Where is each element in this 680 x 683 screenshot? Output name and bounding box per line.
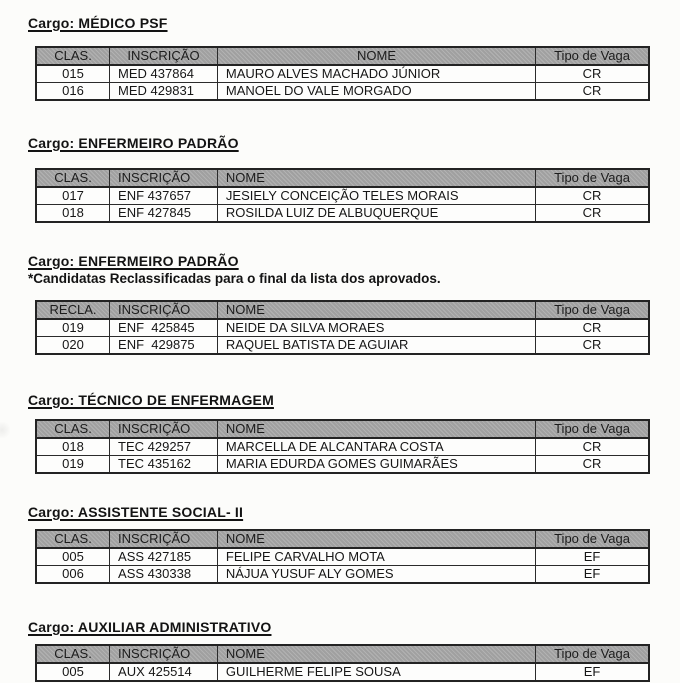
header-row <box>36 645 649 663</box>
table-row <box>36 205 649 223</box>
clas-cell: 005 <box>36 548 110 566</box>
clas-cell: 020 <box>36 337 110 355</box>
section-tecnico-enfermagem <box>0 392 680 474</box>
nome-cell: MARCELLA DE ALCANTARA COSTA <box>217 438 535 456</box>
column-header-vaga: Tipo de Vaga <box>536 530 649 548</box>
vaga-cell: CR <box>536 65 649 83</box>
vaga-cell: CR <box>536 319 649 337</box>
inscricao-cell: ASS 430338 <box>110 566 218 584</box>
column-header-vaga: Tipo de Vaga <box>536 169 649 187</box>
clas-cell: 005 <box>36 663 110 681</box>
nome-cell: GUILHERME FELIPE SOUSA <box>217 663 535 681</box>
table-row <box>36 187 649 205</box>
clas-cell: 018 <box>36 205 110 223</box>
section-title-enfermeiro-padrao: Cargo: ENFERMEIRO PADRÃO <box>28 135 239 151</box>
vaga-cell: CR <box>536 438 649 456</box>
nome-cell: JESIELY CONCEIÇÃO TELES MORAIS <box>217 187 535 205</box>
inscricao-cell: MED 429831 <box>110 83 218 101</box>
table-row <box>36 438 649 456</box>
table-row <box>36 456 649 474</box>
nome-cell: ROSILDA LUIZ DE ALBUQUERQUE <box>217 205 535 223</box>
nome-cell: MANOEL DO VALE MORGADO <box>217 83 535 101</box>
vaga-cell: CR <box>536 83 649 101</box>
column-header-vaga: Tipo de Vaga <box>536 47 649 65</box>
inscricao-cell: AUX 425514 <box>110 663 218 681</box>
table-row <box>36 548 649 566</box>
inscricao-cell: TEC 429257 <box>110 438 218 456</box>
section-title-tecnico-enfermagem: Cargo: TÉCNICO DE ENFERMAGEM <box>28 392 274 408</box>
column-header-inscricao: INSCRIÇÃO <box>110 47 218 65</box>
vaga-cell: EF <box>536 566 649 584</box>
vaga-cell: CR <box>536 456 649 474</box>
inscricao-cell: MED 437864 <box>110 65 218 83</box>
header-row <box>36 530 649 548</box>
header-row <box>36 301 649 319</box>
clas-cell: 017 <box>36 187 110 205</box>
clas-cell: 006 <box>36 566 110 584</box>
section-title-auxiliar-administrativo: Cargo: AUXILIAR ADMINISTRATIVO <box>28 619 272 635</box>
column-header-nome: NOME <box>217 169 535 187</box>
column-header-vaga: Tipo de Vaga <box>536 420 649 438</box>
vaga-cell: EF <box>536 548 649 566</box>
section-enfermeiro-padrao <box>0 135 680 223</box>
table-enfermeiro-padrao-reclassificadas <box>35 300 650 355</box>
table-row <box>36 663 649 681</box>
table-row <box>36 337 649 355</box>
inscricao-cell: ENF 437657 <box>110 187 218 205</box>
nome-cell: NÁJUA YUSUF ALY GOMES <box>217 566 535 584</box>
inscricao-cell: ENF 429875 <box>110 337 218 355</box>
column-header-clas: CLAS. <box>36 420 110 438</box>
nome-cell: FELIPE CARVALHO MOTA <box>217 548 535 566</box>
column-header-nome: NOME <box>217 301 535 319</box>
table-assistente-social <box>35 529 650 584</box>
section-title-enfermeiro-padrao-reclassificadas: Cargo: ENFERMEIRO PADRÃO <box>28 253 239 269</box>
header-row <box>36 169 649 187</box>
column-header-clas: CLAS. <box>36 645 110 663</box>
clas-cell: 015 <box>36 65 110 83</box>
header-row <box>36 47 649 65</box>
nome-cell: MARIA EDURDA GOMES GUIMARÃES <box>217 456 535 474</box>
column-header-clas: RECLA. <box>36 301 110 319</box>
table-row <box>36 566 649 584</box>
column-header-clas: CLAS. <box>36 47 110 65</box>
column-header-nome: NOME <box>217 530 535 548</box>
nome-cell: MAURO ALVES MACHADO JÚNIOR <box>217 65 535 83</box>
column-header-nome: NOME <box>217 645 535 663</box>
reclassification-note: *Candidatas Reclassificadas para o final da lista dos aprovados. <box>28 271 441 286</box>
section-title-assistente-social: Cargo: ASSISTENTE SOCIAL- II <box>28 504 244 520</box>
vaga-cell: CR <box>536 337 649 355</box>
header-row <box>36 420 649 438</box>
column-header-inscricao: INSCRIÇÃO <box>110 169 218 187</box>
column-header-inscricao: INSCRIÇÃO <box>110 301 218 319</box>
column-header-inscricao: INSCRIÇÃO <box>110 530 218 548</box>
clas-cell: 016 <box>36 83 110 101</box>
column-header-inscricao: INSCRIÇÃO <box>110 420 218 438</box>
column-header-vaga: Tipo de Vaga <box>536 645 649 663</box>
section-title-medico-psf: Cargo: MÉDICO PSF <box>28 15 168 31</box>
section-enfermeiro-padrao-reclassificadas <box>0 253 680 355</box>
nome-cell: RAQUEL BATISTA DE AGUIAR <box>217 337 535 355</box>
section-auxiliar-administrativo <box>0 619 680 682</box>
table-tecnico-enfermagem <box>35 419 650 474</box>
inscricao-cell: ENF 425845 <box>110 319 218 337</box>
column-header-vaga: Tipo de Vaga <box>536 301 649 319</box>
table-enfermeiro-padrao <box>35 168 650 223</box>
column-header-inscricao: INSCRIÇÃO <box>110 645 218 663</box>
column-header-nome: NOME <box>217 420 535 438</box>
table-row <box>36 65 649 83</box>
vaga-cell: CR <box>536 187 649 205</box>
vaga-cell: CR <box>536 205 649 223</box>
nome-cell: NEIDE DA SILVA MORAES <box>217 319 535 337</box>
clas-cell: 019 <box>36 456 110 474</box>
table-row <box>36 83 649 101</box>
inscricao-cell: ENF 427845 <box>110 205 218 223</box>
table-medico-psf <box>35 46 650 101</box>
clas-cell: 018 <box>36 438 110 456</box>
section-medico-psf <box>0 15 680 101</box>
vaga-cell: EF <box>536 663 649 681</box>
table-row <box>36 319 649 337</box>
column-header-clas: CLAS. <box>36 169 110 187</box>
clas-cell: 019 <box>36 319 110 337</box>
column-header-nome: NOME <box>217 47 535 65</box>
inscricao-cell: ASS 427185 <box>110 548 218 566</box>
inscricao-cell: TEC 435162 <box>110 456 218 474</box>
column-header-clas: CLAS. <box>36 530 110 548</box>
table-auxiliar-administrativo <box>35 644 650 682</box>
section-assistente-social <box>0 504 680 584</box>
